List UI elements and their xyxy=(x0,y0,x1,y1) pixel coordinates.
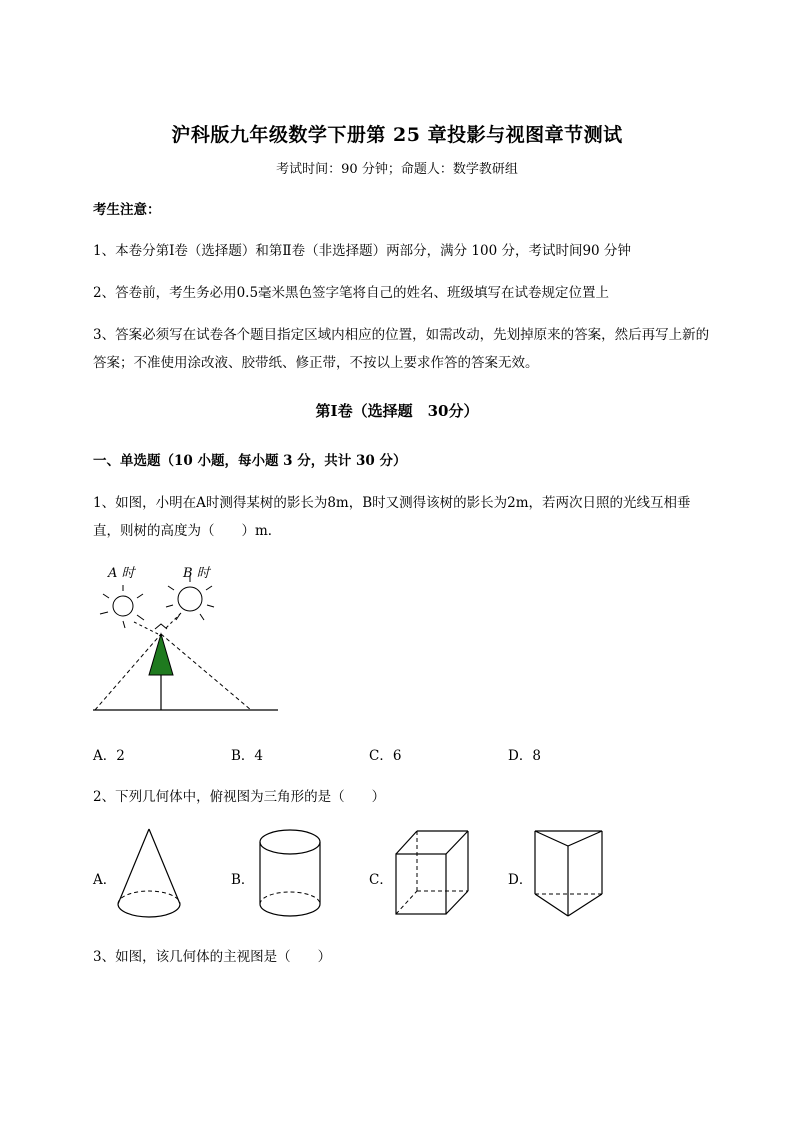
label-a-time: A 时 xyxy=(108,566,135,581)
right-angle-mark xyxy=(155,624,167,629)
q2-option-d[interactable]: D． xyxy=(508,872,533,888)
cube-shape xyxy=(390,826,480,921)
page-title: 沪科版九年级数学下册第 25 章投影与视图章节测试 xyxy=(171,124,623,146)
label-b-time: B 时 xyxy=(183,566,210,581)
section-heading: 一、单选题（10 小题，每小题 3 分，共计 30 分） xyxy=(93,453,407,469)
cone-shape xyxy=(112,826,187,926)
cylinder-shape xyxy=(254,826,329,926)
light-ray-b xyxy=(161,634,251,710)
q2-option-c[interactable]: C． xyxy=(369,872,393,888)
question-1-figure xyxy=(88,558,288,718)
notice-item-3: 3、答案必须写在试卷各个题目指定区域内相应的位置，如需改动，先划掉原来的答案，然后再写上新的答案；不准使用涂改液、胶带纸、修正带，不按以上要求作答的答案无效。 xyxy=(93,327,710,371)
notice-heading: 考生注意： xyxy=(93,202,161,218)
sun-b-icon xyxy=(166,576,214,620)
question-3-text: 3、如图，该几何体的主视图是（ ） xyxy=(93,949,332,965)
notice-item-2: 2、答卷前，考生务必用0.5毫米黑色签字笔将自己的姓名、班级填写在试卷规定位置上 xyxy=(93,285,610,301)
ray-from-sun-a xyxy=(134,622,158,634)
page-subtitle: 考试时间：90 分钟；命题人：数学教研组 xyxy=(276,162,518,177)
tree-crown xyxy=(149,634,173,675)
question-1-text: 1、如图，小明在A时测得某树的影长为8m，B时又测得该树的影长为2m，若两次日照的光线互相垂直，则树的高度为（ ）m． xyxy=(93,495,691,539)
notice-item-1: 1、本卷分第Ⅰ卷（选择题）和第Ⅱ卷（非选择题）两部分，满分 100 分，考试时间90 分钟 xyxy=(93,243,631,259)
q1-option-a[interactable]: A．2 xyxy=(93,748,125,764)
q1-option-b[interactable]: B．4 xyxy=(231,748,264,764)
part1-heading: 第Ⅰ卷（选择题 30分） xyxy=(315,402,479,420)
q2-option-b[interactable]: B． xyxy=(231,872,255,888)
question-2-text: 2、下列几何体中，俯视图为三角形的是（ ） xyxy=(93,789,386,805)
q2-option-a[interactable]: A． xyxy=(93,872,117,888)
triangular-prism-shape xyxy=(530,826,610,926)
q1-option-c[interactable]: C．6 xyxy=(369,748,402,764)
q1-option-d[interactable]: D．8 xyxy=(508,748,541,764)
sun-a-icon xyxy=(100,585,144,628)
